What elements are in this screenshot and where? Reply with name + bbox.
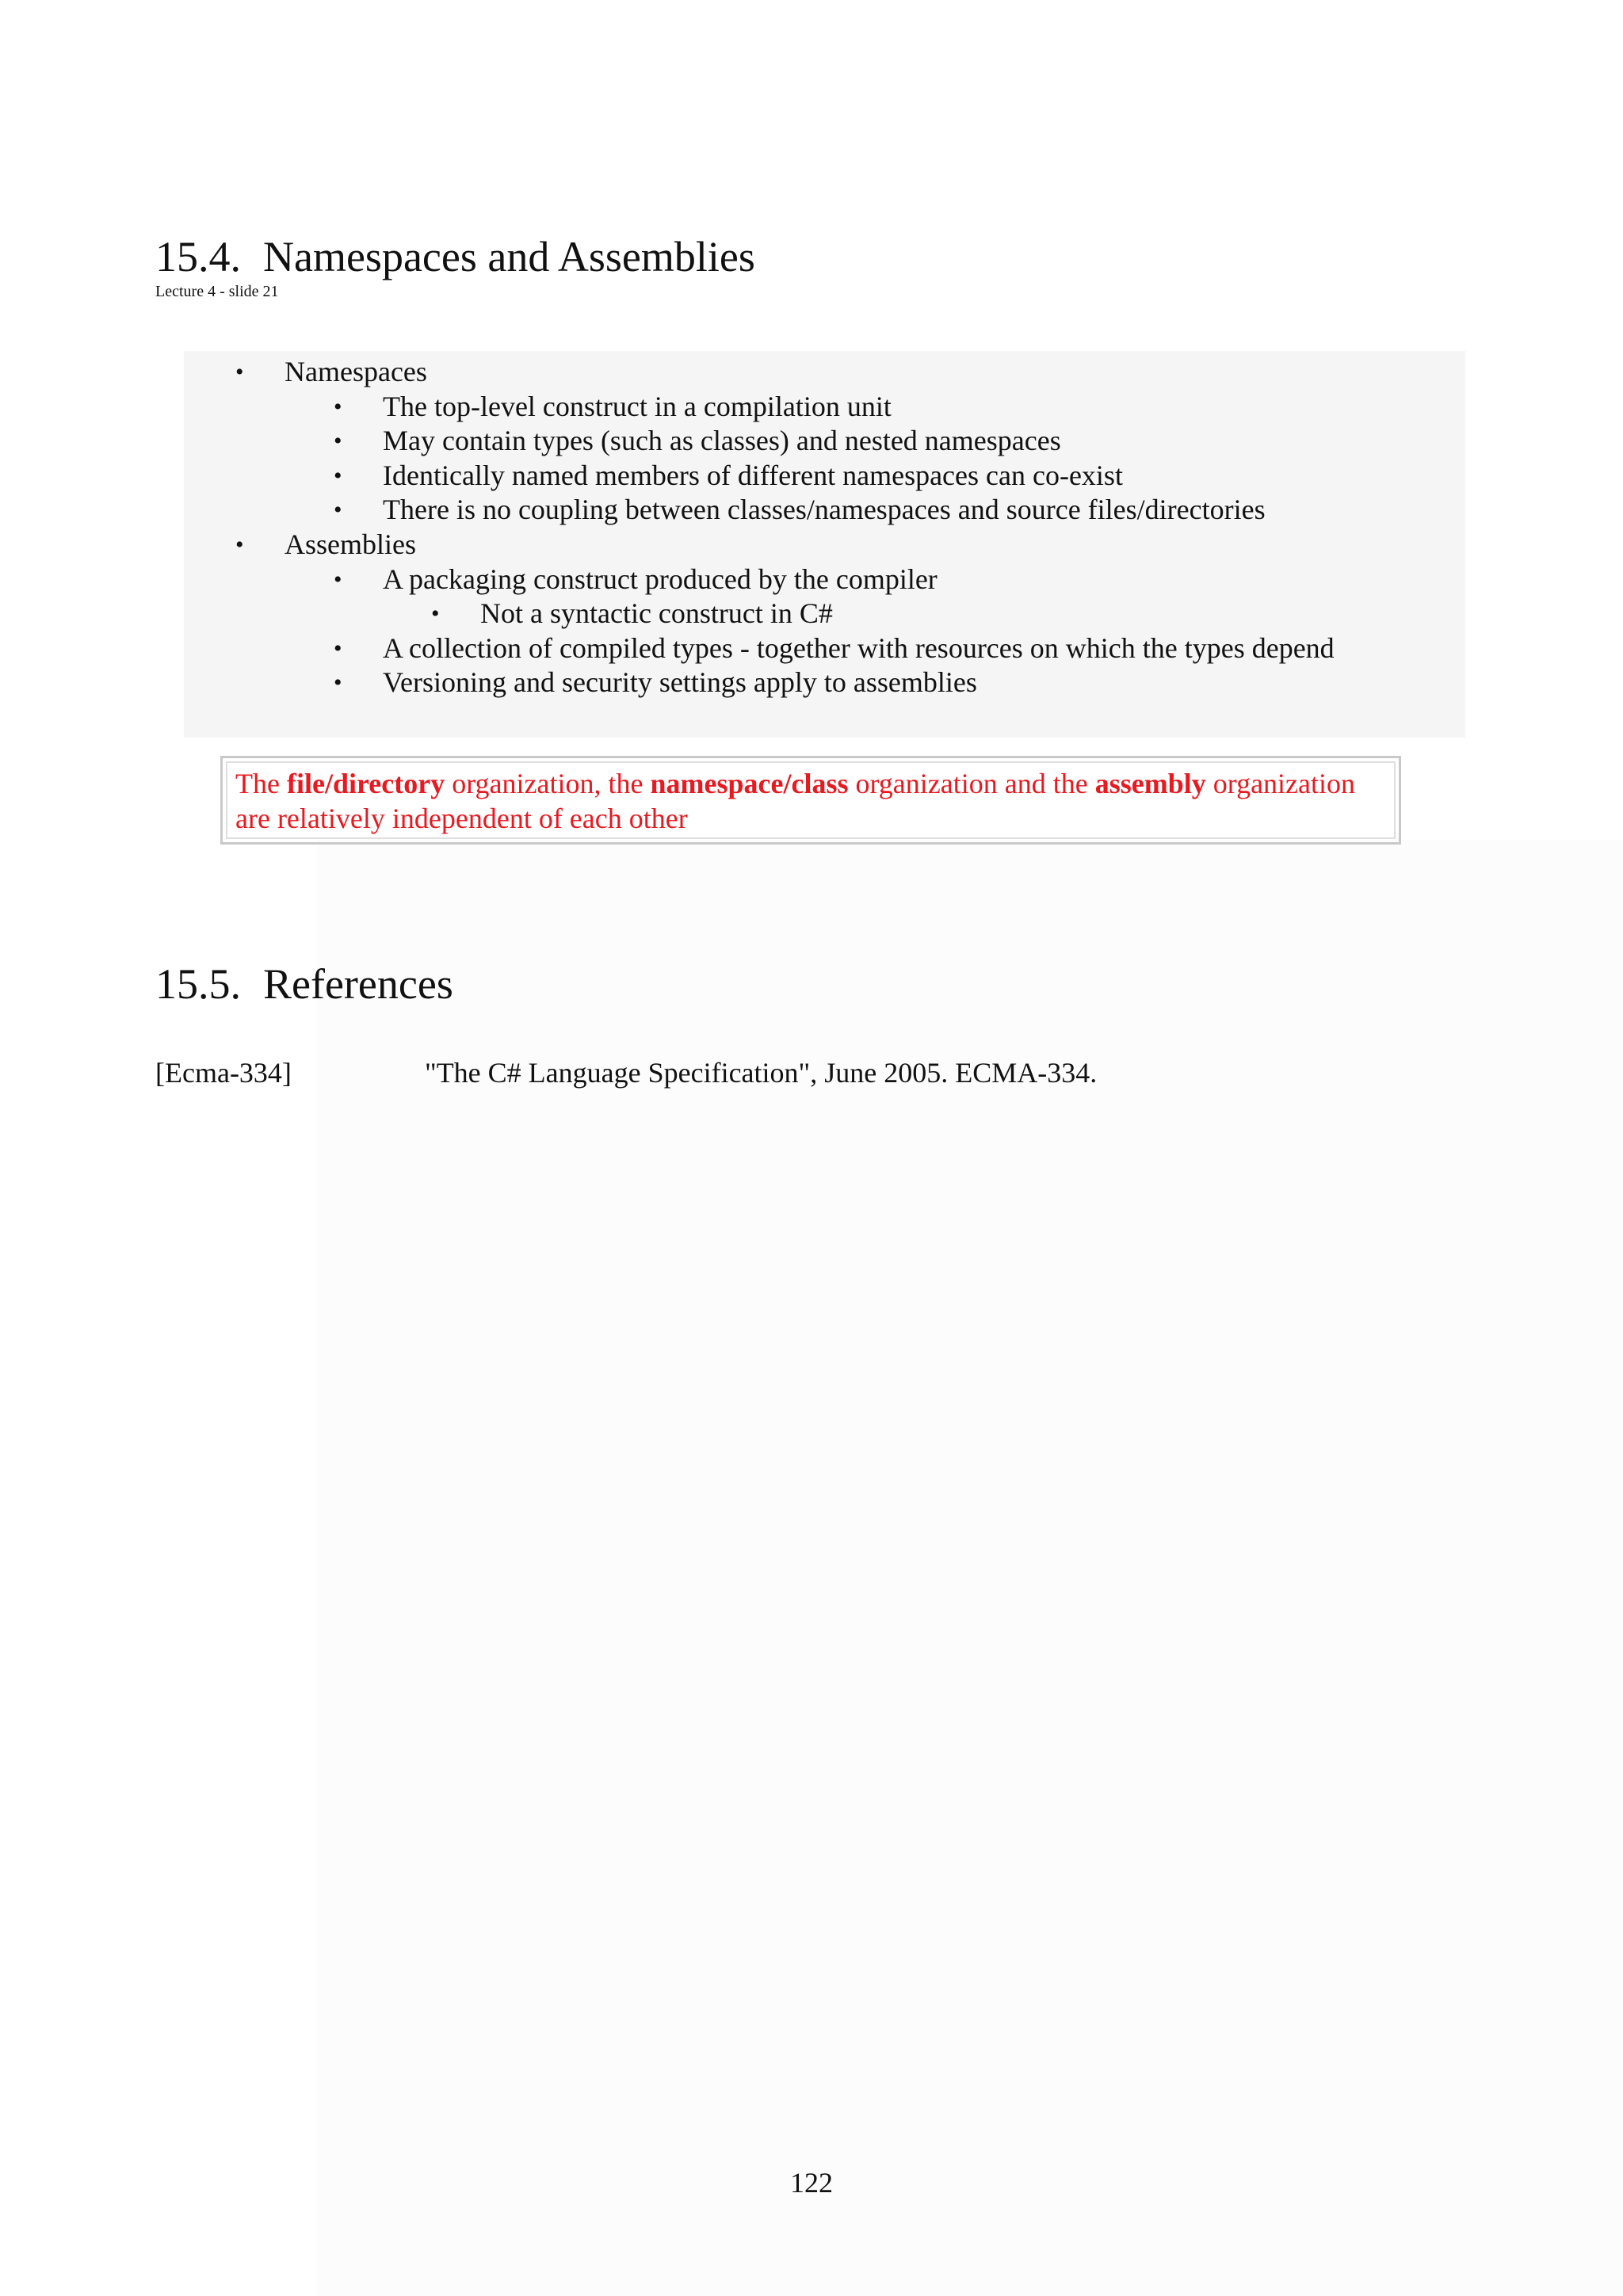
note-bold-assembly: assembly <box>1094 768 1206 799</box>
list-item <box>334 493 1266 528</box>
note-bold-namespace-class: namespace/class <box>650 768 849 799</box>
bullet-icon: • <box>334 635 342 662</box>
bullet-icon: • <box>431 601 440 627</box>
page-number: 122 <box>790 2167 833 2199</box>
slide-reference: Lecture 4 - slide 21 <box>155 283 279 300</box>
note-text-part: organization, the <box>445 768 651 799</box>
list-item <box>334 666 977 700</box>
list-item <box>334 424 1061 459</box>
bullet-icon: • <box>235 359 244 385</box>
list-item <box>235 355 427 390</box>
list-item <box>235 528 416 563</box>
bullet-icon: • <box>334 393 342 420</box>
note-bold-file-directory: file/directory <box>286 768 445 799</box>
list-item-text: Identically named members of different namespaces can co-exist <box>383 459 1123 491</box>
reference-text: "The C# Language Specification", June 2005. ECMA-334. <box>425 1057 1098 1089</box>
list-item-text: The top-level construct in a compilation unit <box>383 390 892 422</box>
section-heading-namespaces-assemblies <box>155 235 755 278</box>
section-number: 15.5. <box>155 960 241 1008</box>
note-text-part: organization and the <box>848 768 1095 799</box>
list-item-text: A packaging construct produced by the compiler <box>383 563 938 595</box>
list-item-text: Versioning and security settings apply to assemblies <box>383 666 977 699</box>
section-title-text: References <box>263 960 453 1008</box>
reference-key: [Ecma-334] <box>155 1057 292 1089</box>
list-item <box>334 563 938 597</box>
list-item <box>334 631 1335 666</box>
list-item <box>334 459 1123 494</box>
bullet-icon: • <box>334 669 342 696</box>
section-heading-references <box>155 960 453 1008</box>
note-text-part: organization are relatively independent of each other <box>235 768 1356 834</box>
list-item <box>334 390 892 425</box>
bullet-icon: • <box>334 566 342 593</box>
bullet-icon: • <box>334 497 342 524</box>
list-item-text: Not a syntactic construct in C# <box>480 597 833 630</box>
bullet-icon: • <box>334 428 342 455</box>
note-box-inner <box>226 761 1396 839</box>
note-box <box>220 756 1401 845</box>
bullet-icon: • <box>235 532 244 558</box>
list-item-text: Assemblies <box>285 528 416 560</box>
section-number: 15.4. <box>155 233 241 280</box>
list-item-text: Namespaces <box>285 356 427 387</box>
list-item-text: A collection of compiled types - together with resources on which the types depend <box>383 631 1335 664</box>
slide-content-box <box>184 351 1465 738</box>
list-item-text: May contain types (such as classes) and nested namespaces <box>383 425 1061 457</box>
section-title-text: Namespaces and Assemblies <box>263 233 755 280</box>
list-item-text: There is no coupling between classes/namespaces and source files/directories <box>383 494 1266 526</box>
note-text <box>235 766 1392 836</box>
list-item <box>431 597 833 631</box>
note-text-part: The <box>235 768 287 799</box>
bullet-icon: • <box>334 462 342 489</box>
